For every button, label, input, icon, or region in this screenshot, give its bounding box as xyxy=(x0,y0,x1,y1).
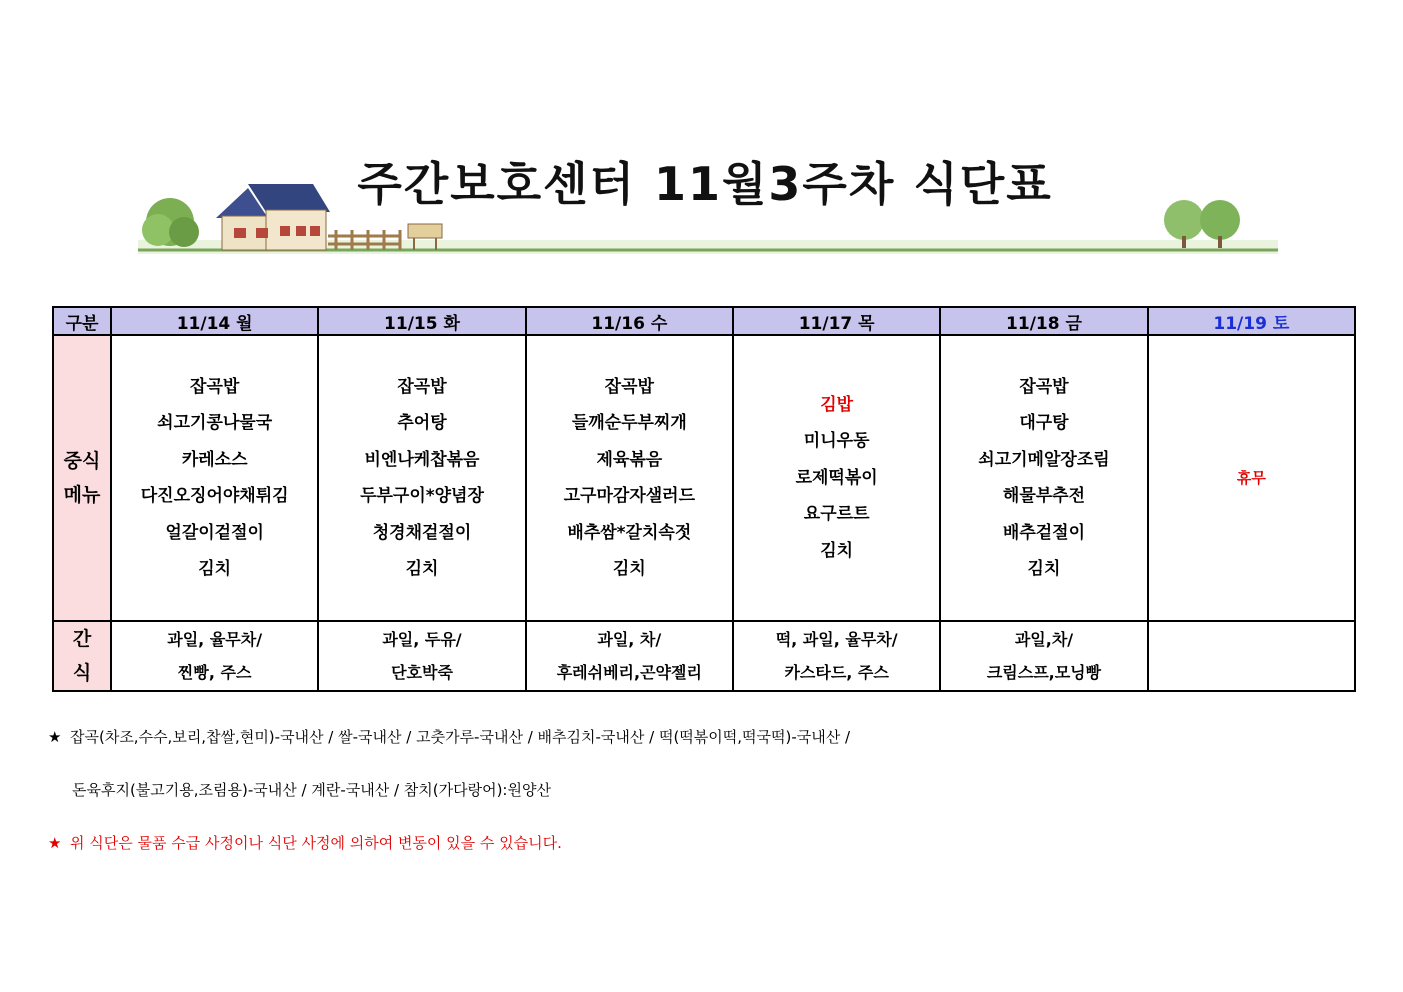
origin-note-line2: 돈육후지(불고기용,조림용)-국내산 / 계란-국내산 / 참치(가다랑어):원양산 xyxy=(72,781,551,799)
menu-item: 김치 xyxy=(612,559,646,579)
snack-cell-tue xyxy=(318,621,525,691)
menu-item: 카레소스 xyxy=(181,449,248,470)
snack-label-line1: 간 xyxy=(72,628,92,650)
menu-item: 로제떡볶이 xyxy=(795,467,878,488)
menu-item: 잡곡밥 xyxy=(604,376,654,397)
snack-item: 후레쉬베리,곤약젤리 xyxy=(556,663,702,682)
page-title: 주간보호센터 11월3주차 식단표 xyxy=(357,157,1053,211)
menu-item: 얼갈이겉절이 xyxy=(165,522,264,543)
day-header-thu: 11/17 목 xyxy=(733,307,940,335)
snack-item: 떡, 과일, 율무차/ xyxy=(775,630,898,649)
menu-item: 비엔나케찹볶음 xyxy=(364,449,480,470)
snack-item: 단호박죽 xyxy=(391,663,453,682)
lunch-row xyxy=(53,335,1355,621)
menu-item: 다진오징어야채튀김 xyxy=(140,486,289,506)
menu-item: 김치 xyxy=(820,540,854,561)
corner-label: 구분 xyxy=(53,307,111,335)
menu-item: 요구르트 xyxy=(803,504,870,525)
menu-item: 제육볶음 xyxy=(596,449,663,470)
snack-item: 과일, 두유/ xyxy=(382,630,462,649)
lunch-label-line1: 중식 xyxy=(63,450,101,472)
table-header-row xyxy=(53,307,1355,335)
snack-cell-mon xyxy=(111,621,318,691)
day-header-tue: 11/15 화 xyxy=(318,307,525,335)
snack-cell-wed xyxy=(526,621,733,691)
lunch-cell-tue xyxy=(318,335,525,621)
snack-cell-fri xyxy=(940,621,1147,691)
menu-item: 배추겉절이 xyxy=(1002,522,1086,543)
menu-item: 김치 xyxy=(198,559,232,579)
lunch-row-label xyxy=(53,335,111,621)
origin-text-1: 잡곡(차조,수수,보리,찹쌀,현미)-국내산 / 쌀-국내산 / 고춧가루-국내산 / 배추김치-국내산 / 떡(떡볶이떡,떡국떡)-국내산 / xyxy=(70,728,851,746)
menu-item: 쇠고기메알장조림 xyxy=(978,449,1110,470)
menu-item: 배추쌈*갈치속젓 xyxy=(567,522,692,543)
snack-label-line2: 식 xyxy=(72,662,92,684)
menu-item-highlight: 김밥 xyxy=(820,394,854,415)
snack-cell-sat xyxy=(1148,621,1355,691)
menu-item: 쇠고기콩나물국 xyxy=(157,413,273,433)
star-icon: ★ xyxy=(48,834,62,852)
snack-item: 과일, 차/ xyxy=(597,630,662,649)
lunch-label-line2: 메뉴 xyxy=(63,484,101,506)
menu-item: 잡곡밥 xyxy=(397,376,447,397)
menu-item: 미니우동 xyxy=(803,431,870,452)
snack-item: 과일,차/ xyxy=(1014,630,1074,649)
menu-item: 청경채겉절이 xyxy=(372,522,472,543)
closed-label: 휴무 xyxy=(1236,468,1266,487)
lunch-cell-mon xyxy=(111,335,318,621)
snack-cell-thu xyxy=(733,621,940,691)
day-header-wed: 11/16 수 xyxy=(526,307,733,335)
snack-row xyxy=(53,621,1355,691)
menu-item: 대구탕 xyxy=(1019,413,1069,433)
snack-item: 크림스프,모닝빵 xyxy=(986,663,1102,682)
snack-item: 카스타드, 주스 xyxy=(784,663,889,682)
warning-note xyxy=(48,832,562,853)
menu-item: 김치 xyxy=(1027,559,1061,579)
day-header-mon: 11/14 월 xyxy=(111,307,318,335)
lunch-cell-thu xyxy=(733,335,940,621)
menu-item: 두부구이*양념장 xyxy=(360,486,484,506)
menu-item: 들깨순두부찌개 xyxy=(571,413,687,433)
menu-item: 김치 xyxy=(405,559,439,579)
day-header-fri: 11/18 금 xyxy=(940,307,1147,335)
star-icon: ★ xyxy=(48,728,62,746)
menu-item: 잡곡밥 xyxy=(190,376,240,397)
lunch-cell-wed xyxy=(526,335,733,621)
meal-table xyxy=(52,306,1356,692)
day-header-sat: 11/19 토 xyxy=(1148,307,1355,335)
lunch-cell-fri xyxy=(940,335,1147,621)
origin-note-line1 xyxy=(48,726,850,747)
lunch-cell-sat xyxy=(1148,335,1355,621)
snack-row-label xyxy=(53,621,111,691)
menu-item: 해물부추전 xyxy=(1002,486,1086,506)
warning-text: 위 식단은 물품 수급 사정이나 식단 사정에 의하여 변동이 있을 수 있습니다. xyxy=(70,834,562,852)
menu-item: 고구마감자샐러드 xyxy=(563,486,696,506)
snack-item: 과일, 율무차/ xyxy=(167,630,263,649)
snack-item: 찐빵, 주스 xyxy=(177,663,252,682)
menu-item: 추어탕 xyxy=(397,413,447,433)
menu-item: 잡곡밥 xyxy=(1019,376,1069,397)
